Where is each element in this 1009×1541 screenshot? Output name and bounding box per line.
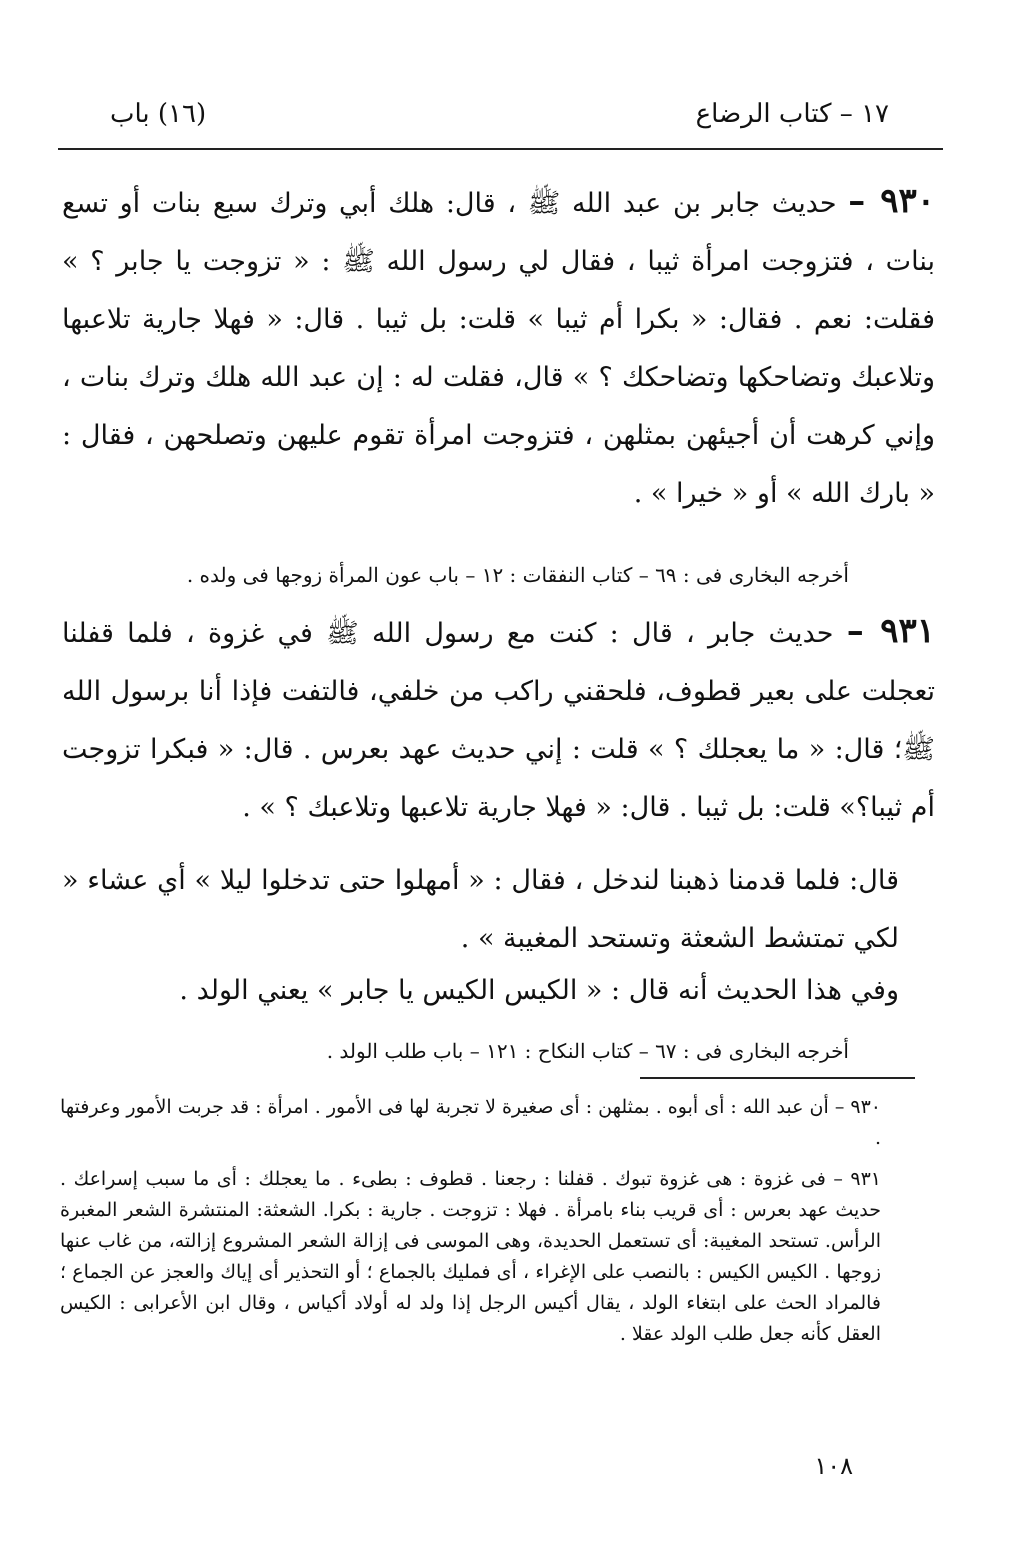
paragraph-text: وفي هذا الحديث أنه قال : « الكيس الكيس يا جابر » يعني الولد . (179, 975, 899, 1006)
footnote-divider (640, 1077, 915, 1079)
hadith-930-body (62, 172, 935, 523)
footnotes (60, 1092, 881, 1360)
page-number: ١٠٨ (814, 1452, 853, 1480)
footnote-930: ٩٣٠ – أن عبد الله : أى أبوه . بمثلهن : أى صغيرة لا تجربة لها فى الأمور . امرأة : قد جربت الأمور وعرفتها . (60, 1096, 881, 1149)
hadith-931-paragraph-3 (62, 962, 899, 1020)
paragraph-text: قال: فلما قدمنا ذهبنا لندخل ، فقال : « أمهلوا حتى تدخلوا ليلا » أي عشاء « لكي تمتشط الشعثة وتستحد المغيبة » . (62, 865, 899, 954)
book-title: ١٧ – كتاب الرضاع (695, 99, 889, 129)
hadith-931-source: أخرجه البخارى فى : ٦٧ – كتاب النكاح : ١٢١ – باب طلب الولد . (326, 1039, 849, 1063)
footnote-931: ٩٣١ – فى غزوة : هى غزوة تبوك . قفلنا : رجعنا . قطوف : بطىء . ما يعجلك : أى ما سبب إسراعك . حديث عهد بعرس : أى قريب بناء بامرأة . فهلا : تزوجت . جارية : بكرا. الشعثة: المنتشرة الشعر المغبرة الرأس. تستحد المغيبة: أى تستعمل الحديدة، وهى الموسى فى إزالة الشعر المشروع إزالته، من غاب عنها زوجها . الكيس الكيس : بالنصب على الإغراء ، أى فمليك بالجماع ؛ أو التحذير أى إياك والعجز عن الجماع ؛ فالمراد الحث على ابتغاء الولد ، يقال أكيس الرجل إذا ولد له أولاد أكياس ، وقال ابن الأعرابى : الكيس العقل كأنه جعل طلب الولد عقلا . (60, 1168, 881, 1345)
hadith-930-number: ٩٣٠ – (848, 181, 936, 221)
page-header (110, 92, 889, 136)
hadith-930-text: حديث جابر بن عبد الله ﷺ ، قال: هلك أبي وترك سبع بنات أو تسع بنات ، فتزوجت امرأة ثيبا ، فقال لي رسول الله ﷺ : « تزوجت يا جابر ؟ » فقلت: نعم . فقال: « بكرا أم ثيبا » قلت: بل ثيبا . قال: « فهلا جارية تلاعبها وتلاعبك وتضاحكها وتضاحكك ؟ » قال، فقلت له : إن عبد الله هلك وترك بنات ، وإني كرهت أن أجيئهن بمثلهن ، فتزوجت امرأة تقوم عليهن وتصلحهن ، فقال : « بارك الله » أو « خيرا » . (62, 188, 935, 509)
hadith-931-text: حديث جابر ، قال : كنت مع رسول الله ﷺ في غزوة ، فلما قفلنا تعجلت على بعير قطوف، فلحقني راكب من خلفي، فالتفت فإذا أنا برسول الله ﷺ؛ قال: « ما يعجلك ؟ » قلت : إني حديث عهد بعرس . قال: « فبكرا تزوجت أم ثيبا؟» قلت: بل ثيبا . قال: « فهلا جارية تلاعبها وتلاعبك ؟ » . (62, 618, 935, 823)
hadith-931-paragraph-2 (62, 852, 899, 968)
hadith-931 (62, 602, 935, 837)
hadith-931-body (62, 602, 935, 837)
hadith-931-number: ٩٣١ – (846, 611, 935, 651)
header-divider (58, 148, 943, 150)
hadith-930-source: أخرجه البخارى فى : ٦٩ – كتاب النفقات : ١٢ – باب عون المرأة زوجها فى ولده . (186, 563, 849, 587)
chapter-ref: (١٦) باب (110, 99, 207, 129)
hadith-930 (62, 172, 935, 523)
